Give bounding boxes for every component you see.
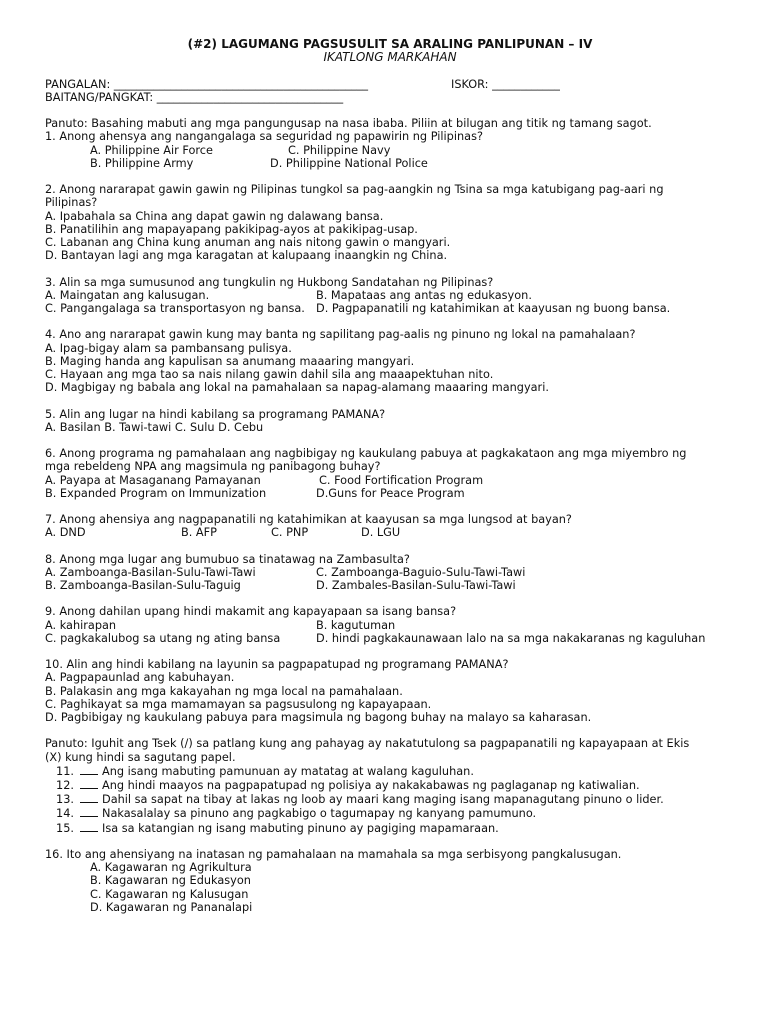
q6-choice-d: D.Guns for Peace Program xyxy=(316,486,465,500)
worksheet-subtitle: IKATLONG MARKAHAN xyxy=(323,50,457,65)
grade-section-field: BAITANG/PANGKAT: _________________________________ xyxy=(45,90,344,104)
q5-stem: 5. Alin ang lugar na hindi kabilang sa programang PAMANA? xyxy=(45,407,386,421)
q16-stem: 16. Ito ang ahensiyang na inatasan ng pamahalaan na mamahala sa mga serbisyong pangkalusugan. xyxy=(45,848,622,861)
item-number: 15. xyxy=(56,821,74,835)
q1-choice-c: C. Philippine Navy xyxy=(288,143,391,157)
item-text: Ang isang mabuting pamunuan ay matatag at walang kaguluhan. xyxy=(102,764,474,778)
instructions-1: Panuto: Basahing mabuti ang mga pangungusap na nasa ibaba. Piliin at bilugan ang titik ng tamang sagot. xyxy=(45,117,652,131)
q2-stem-1: 2. Anong nararapat gawin gawin ng Pilipinas tungkol sa pag-aangkin ng Tsina sa mga katubigang pag-aari ng xyxy=(45,183,664,197)
q8-choices-row-2 xyxy=(45,579,735,592)
q1-choice-a: A. Philippine Air Force xyxy=(90,143,213,157)
q16-choice-b: B. Kagawaran ng Edukasyon xyxy=(90,874,251,888)
q8-choice-c: C. Zamboanga-Baguio-Sulu-Tawi-Tawi xyxy=(316,565,526,579)
q4-choice-d: D. Magbigay ng babala ang lokal na pamahalaan sa napag-alamang maaaring mangyari. xyxy=(45,381,549,395)
list-item xyxy=(45,821,735,835)
q5-choices: A. Basilan B. Tawi-tawi C. Sulu D. Cebu xyxy=(45,420,264,434)
q2-choice-b: B. Panatilihin ang mapayapang pakikipag-ayos at pakikipag-usap. xyxy=(45,222,418,236)
item-text: Ang hindi maayos na pagpapatupad ng polisiya ay nakakabawas ng paglaganap ng katiwalian. xyxy=(102,779,640,792)
q10-choice-b: B. Palakasin ang mga kakayahan ng mga local na pamahalaan. xyxy=(45,684,403,698)
list-item xyxy=(45,792,735,806)
q3-stem: 3. Alin sa mga sumusunod ang tungkulin ng Hukbong Sandatahan ng Pilipinas? xyxy=(45,275,494,289)
answer-blank[interactable] xyxy=(80,792,98,803)
worksheet-page xyxy=(45,38,735,914)
q6-choices-row-2 xyxy=(45,487,735,500)
name-score-row xyxy=(45,78,735,91)
q8-choice-d: D. Zambales-Basilan-Sulu-Tawi-Tawi xyxy=(316,579,516,593)
item-number: 11. xyxy=(56,764,74,778)
q7-choice-a: A. DND xyxy=(45,526,86,540)
q6-choice-c: C. Food Fortification Program xyxy=(319,473,484,487)
q6-stem-1: 6. Anong programa ng pamahalaan ang nagbibigay ng kaukulang pabuya at pagkakataon ang mga miyembro ng xyxy=(45,447,687,461)
q6-stem-2: mga rebeldeng NPA ang magsimula ng panibagong buhay? xyxy=(45,460,381,474)
q10-choice-a: A. Pagpapaunlad ang kabuhayan. xyxy=(45,671,235,685)
item-text: Isa sa katangian ng isang mabuting pinuno ay pagiging mapamaraan. xyxy=(102,821,499,835)
q10-choice-d: D. Pagbibigay ng kaukulang pabuya para magsimula ng bagong buhay na malayo sa kaharasan. xyxy=(45,711,592,724)
q1-choice-b: B. Philippine Army xyxy=(90,156,194,170)
q4-stem: 4. Ano ang nararapat gawin kung may banta ng sapilitang pag-aalis ng pinuno ng lokal na pamahalaan? xyxy=(45,328,636,342)
score-field: ISKOR: ____________ xyxy=(451,77,560,91)
item-number: 13. xyxy=(56,793,74,807)
item-number: 14. xyxy=(56,807,74,821)
q8-choice-b: B. Zamboanga-Basilan-Sulu-Taguig xyxy=(45,579,241,593)
name-field: PANGALAN: _____________________________________________ xyxy=(45,77,369,91)
q1-choice-d: D. Philippine National Police xyxy=(270,156,428,170)
item-number: 12. xyxy=(56,779,74,792)
q7-choices-row xyxy=(45,526,735,539)
q9-choice-a: A. kahirapan xyxy=(45,618,117,632)
answer-blank[interactable] xyxy=(80,764,98,775)
q1-choices-row-1 xyxy=(45,144,735,157)
q2-choice-d: D. Bantayan lagi ang mga karagatan at kalupaang inaangkin ng China. xyxy=(45,249,448,263)
q10-stem: 10. Alin ang hindi kabilang na layunin sa pagpapatupad ng programang PAMANA? xyxy=(45,658,509,672)
q10-choice-c: C. Paghikayat sa mga mamamayan sa pagsusulong ng kapayapaan. xyxy=(45,697,432,711)
list-item xyxy=(45,764,735,778)
q2-choice-c: C. Labanan ang China kung anuman ang nais nitong gawin o mangyari. xyxy=(45,235,451,249)
instructions-2-line-2: (X) kung hindi sa sagutang papel. xyxy=(45,750,236,764)
q3-choice-d: D. Pagpapanatili ng katahimikan at kaayusan ng buong bansa. xyxy=(316,301,671,315)
q4-choice-c: C. Hayaan ang mga tao sa nais nilang gawin dahil sila ang maaapektuhan nito. xyxy=(45,367,494,381)
q1-stem: 1. Anong ahensya ang nangangalaga sa seguridad ng papawirin ng Pilipinas? xyxy=(45,130,483,144)
answer-blank[interactable] xyxy=(80,806,98,817)
q2-stem-2: Pilipinas? xyxy=(45,196,98,210)
q7-choice-b: B. AFP xyxy=(181,526,217,540)
answer-blank[interactable] xyxy=(80,821,98,832)
q3-choice-a: A. Maingatan ang kalusugan. xyxy=(45,288,210,302)
answer-blank[interactable] xyxy=(80,778,98,789)
q16-choice-c: C. Kagawaran ng Kalusugan xyxy=(90,887,249,901)
q16-choice-d: D. Kagawaran ng Pananalapi xyxy=(90,900,253,914)
q3-choices-row-1 xyxy=(45,289,735,302)
q7-stem: 7. Anong ahensiya ang nagpapanatili ng katahimikan at kaayusan sa mga lungsod at bayan? xyxy=(45,513,572,527)
worksheet-title: (#2) LAGUMANG PAGSUSULIT SA ARALING PANLIPUNAN – IV xyxy=(187,37,593,51)
q3-choice-b: B. Mapataas ang antas ng edukasyon. xyxy=(316,288,532,302)
q4-choice-b: B. Maging handa ang kapulisan sa anumang maaaring mangyari. xyxy=(45,354,415,368)
q8-choices-row-1 xyxy=(45,566,735,579)
q7-choice-c: C. PNP xyxy=(271,526,309,540)
item-text: Nakasalalay sa pinuno ang pagkabigo o tagumapay ng kanyang pamumuno. xyxy=(102,807,537,821)
q2-choice-a: A. Ipabahala sa China ang dapat gawin ng dalawang bansa. xyxy=(45,209,384,223)
item-text: Dahil sa sapat na tibay at lakas ng loob ay maari kang maging isang mapanagutang pinuno o lider. xyxy=(102,793,664,807)
instructions-2-line-1: Panuto: Iguhit ang Tsek (/) sa patlang kung ang pahayag ay nakatutulong sa pagpapanatili ng kapayapaan at Ekis xyxy=(45,737,690,751)
q4-choice-a: A. Ipag-bigay alam sa pambansang pulisya. xyxy=(45,341,292,355)
q16-choice-a: A. Kagawaran ng Agrikultura xyxy=(90,861,252,875)
q9-choice-b: B. kagutuman xyxy=(316,618,396,632)
q7-choice-d: D. LGU xyxy=(361,526,401,540)
q6-choice-a: A. Payapa at Masaganang Pamayanan xyxy=(45,473,261,487)
q1-choices-row-2 xyxy=(45,157,735,170)
q3-choices-row-2 xyxy=(45,302,735,315)
q6-choices-row-1 xyxy=(45,474,735,487)
q3-choice-c: C. Pangangalaga sa transportasyon ng bansa. xyxy=(45,301,305,315)
q8-choice-a: A. Zamboanga-Basilan-Sulu-Tawi-Tawi xyxy=(45,565,256,579)
q8-stem: 8. Anong mga lugar ang bumubuo sa tinatawag na Zambasulta? xyxy=(45,552,410,566)
q6-choice-b: B. Expanded Program on Immunization xyxy=(45,486,267,500)
list-item xyxy=(45,806,735,820)
q9-choices-row-2 xyxy=(45,632,735,645)
list-item xyxy=(45,778,735,792)
q9-choices-row-1 xyxy=(45,619,735,632)
q9-stem: 9. Anong dahilan upang hindi makamit ang kapayapaan sa isang bansa? xyxy=(45,605,457,619)
q9-choice-c: C. pagkakalubog sa utang ng ating bansa xyxy=(45,631,281,645)
q9-choice-d: D. hindi pagkakaunawaan lalo na sa mga nakakaranas ng kaguluhan xyxy=(316,631,706,645)
